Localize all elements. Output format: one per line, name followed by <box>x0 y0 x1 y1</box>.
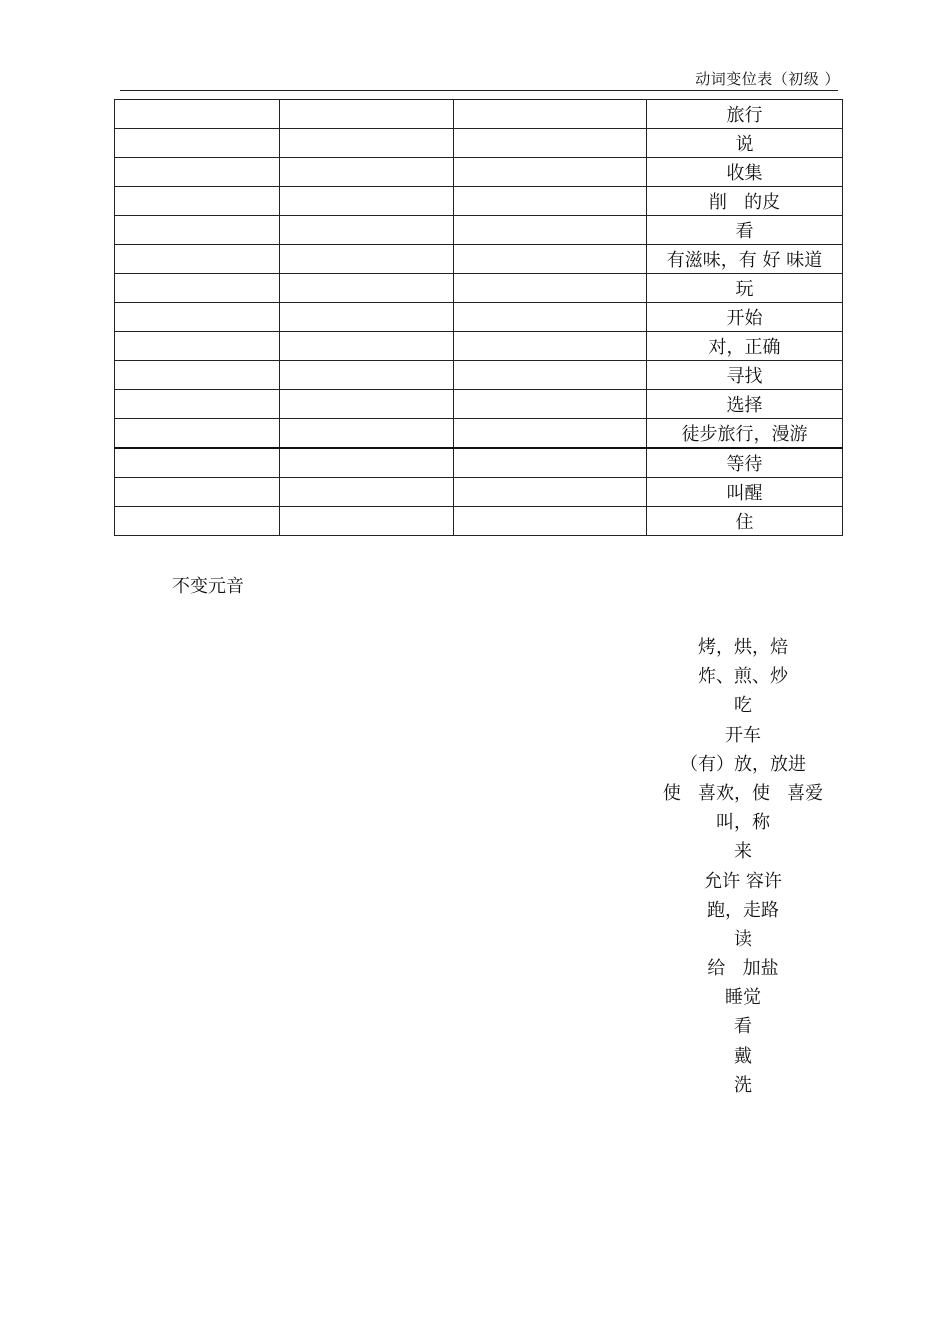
table-row <box>115 303 843 332</box>
table-row <box>115 419 843 449</box>
section-heading: 不变元音 <box>172 576 244 597</box>
table-cell-blank <box>454 390 647 419</box>
table-row <box>115 274 843 303</box>
table-cell-meaning: 寻找 <box>647 361 843 390</box>
table-cell-blank <box>280 419 454 449</box>
list-item: 睡觉 <box>725 987 761 1009</box>
table-cell-blank <box>280 100 454 129</box>
list-item: 吃 <box>734 695 752 717</box>
list-item: 洗 <box>734 1074 752 1096</box>
table-row <box>115 187 843 216</box>
table-cell-meaning: 开始 <box>647 303 843 332</box>
table-cell-blank <box>115 274 280 303</box>
table-cell-meaning: 旅行 <box>647 100 843 129</box>
table-row <box>115 100 843 129</box>
table-cell-blank <box>115 100 280 129</box>
table-cell-blank <box>454 361 647 390</box>
table-row <box>115 448 843 478</box>
header-rule <box>120 90 838 91</box>
table-cell-blank <box>115 419 280 449</box>
table-cell-blank <box>454 274 647 303</box>
table-cell-blank <box>280 390 454 419</box>
table-row <box>115 361 843 390</box>
table-row <box>115 158 843 187</box>
table-cell-blank <box>280 274 454 303</box>
table-cell-meaning: 住 <box>647 507 843 536</box>
list-item: 烤，烘，焙 <box>698 637 788 658</box>
table-cell-blank <box>280 158 454 187</box>
table-cell-blank <box>280 507 454 536</box>
table-row <box>115 478 843 507</box>
list-item: 开车 <box>725 724 761 746</box>
table-cell-blank <box>454 332 647 361</box>
list-item: 看 <box>734 1016 752 1038</box>
table-cell-blank <box>115 507 280 536</box>
list-item: 给 加盐 <box>707 958 779 980</box>
table-row <box>115 332 843 361</box>
table-row <box>115 507 843 536</box>
table-row <box>115 390 843 419</box>
page-header-title: 动词变位表（初级 ） <box>695 70 840 88</box>
table-cell-meaning: 叫醒 <box>647 478 843 507</box>
table-cell-meaning: 说 <box>647 129 843 158</box>
table-cell-meaning: 削 的皮 <box>647 187 843 216</box>
list-item: 读 <box>734 928 752 950</box>
table-cell-blank <box>115 478 280 507</box>
table-cell-blank <box>454 129 647 158</box>
table-cell-blank <box>280 448 454 478</box>
list-item: （有）放，放进 <box>680 753 806 775</box>
table-cell-blank <box>280 187 454 216</box>
table-cell-meaning: 对，正确 <box>647 332 843 361</box>
table-cell-blank <box>115 216 280 245</box>
table-cell-blank <box>115 129 280 158</box>
table-cell-blank <box>115 303 280 332</box>
table-row <box>115 129 843 158</box>
table-cell-blank <box>454 187 647 216</box>
table-cell-blank <box>454 100 647 129</box>
table-cell-blank <box>280 361 454 390</box>
list-item: 使 喜欢，使 喜爱 <box>662 782 824 804</box>
table-cell-blank <box>454 158 647 187</box>
table-row <box>115 216 843 245</box>
table-cell-blank <box>115 361 280 390</box>
table-cell-blank <box>454 419 647 449</box>
table-cell-meaning: 玩 <box>647 274 843 303</box>
table-cell-blank <box>280 478 454 507</box>
list-item: 戴 <box>734 1045 752 1067</box>
table-cell-blank <box>454 245 647 274</box>
table-cell-blank <box>115 245 280 274</box>
word-list <box>645 633 841 1100</box>
list-item: 叫，称 <box>716 812 770 834</box>
table-cell-blank <box>454 448 647 478</box>
list-item: 跑，走路 <box>707 899 779 921</box>
table-cell-blank <box>280 216 454 245</box>
table-row <box>115 245 843 274</box>
table-cell-blank <box>454 216 647 245</box>
table-cell-blank <box>280 245 454 274</box>
table-cell-blank <box>115 158 280 187</box>
table-cell-meaning: 收集 <box>647 158 843 187</box>
table-cell-blank <box>280 303 454 332</box>
table-cell-blank <box>280 129 454 158</box>
table-cell-meaning: 徒步旅行，漫游 <box>647 419 843 449</box>
table-cell-meaning: 等待 <box>647 448 843 478</box>
table-cell-blank <box>454 478 647 507</box>
list-item: 允许 容许 <box>704 870 782 892</box>
table-cell-blank <box>115 187 280 216</box>
table-cell-meaning: 看 <box>647 216 843 245</box>
table-cell-blank <box>115 332 280 361</box>
table-cell-meaning: 选择 <box>647 390 843 419</box>
table-cell-blank <box>454 303 647 332</box>
table-cell-meaning: 有滋味，有 好 味道 <box>647 245 843 274</box>
verb-table <box>114 99 843 536</box>
list-item: 来 <box>734 841 752 863</box>
table-cell-blank <box>280 332 454 361</box>
list-item: 炸、煎、炒 <box>698 666 788 688</box>
table-cell-blank <box>115 390 280 419</box>
table-cell-blank <box>454 507 647 536</box>
table-cell-blank <box>115 448 280 478</box>
